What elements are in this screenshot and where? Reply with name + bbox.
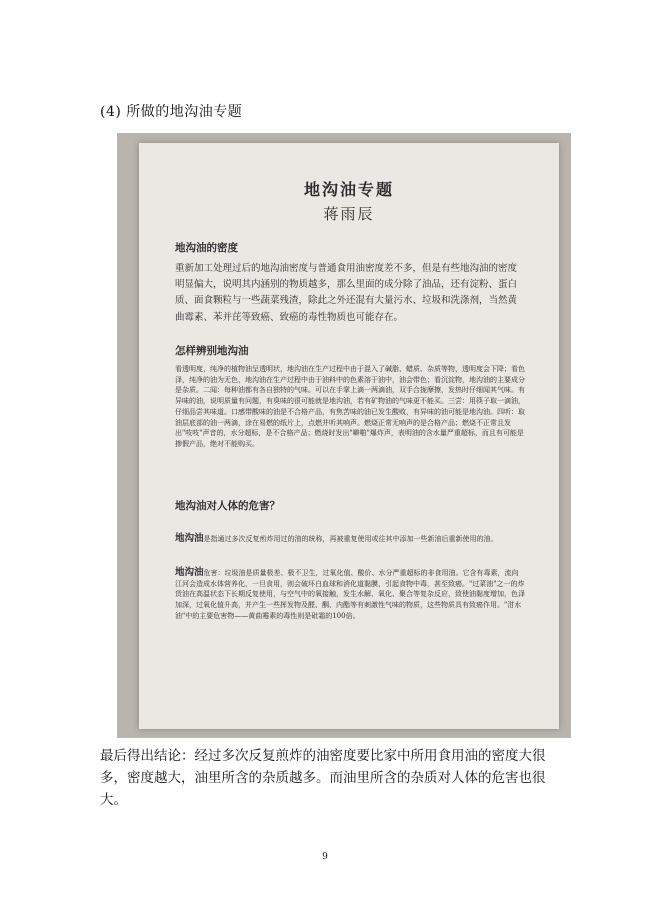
subheading-harm: 地沟油对人体的危害？	[175, 500, 280, 512]
paper-author: 蒋雨辰	[323, 205, 375, 223]
section-heading: (4) 所做的地沟油专题	[100, 104, 243, 120]
subheading-identify: 怎样辨别地沟油	[175, 345, 249, 357]
harm-text: 危害：垃圾油是质量极差、极不卫生，过氧化值、酸价、水分严重超标的非食用油。它含有毒素，流向江河会造成水体营养化，一旦食用，则会破坏白血球和消化道黏膜，引起食物中毒，甚至致癌。"过菜油"之一的炸货油在高温状态下长期反复使用，与空气中的氧接触，发生水解、氧化、聚合等复杂反应，致使油黏度增加，色泽加深，过氧化值升高，并产生一些挥发物及醛、酮、内酯等有刺激性气味的物质，这些物质具有致癌作用。"泔水油"中的主要危害物——黄曲霉素的毒性则是砒霜的100倍。	[175, 569, 525, 620]
definition-lead: 地沟油	[175, 533, 204, 544]
density-paragraph: 重新加工处理过后的地沟油密度与普通食用油密度差不多，但是有些地沟油的密度明显偏大，说明其内涵别的物质越多，那么里面的成分除了油品，还有淀粉、蛋白质、面食颗粒与一些蔬菜残渣，除此之外还混有大量污水、垃圾和洗涤剂，当然黄曲霉素、苯并芘等致癌、致癌的毒性物质也可能存在。	[175, 263, 518, 323]
paper-title: 地沟油专题	[303, 180, 394, 199]
document-photo	[117, 133, 571, 738]
harm-paragraph	[175, 568, 525, 622]
photographed-paper	[139, 143, 559, 729]
definition-paragraph	[175, 533, 525, 545]
conclusion-paragraph: 最后得出结论：经过多次反复煎炸的油密度要比家中所用食用油的密度大很多，密度越大，油里所含的杂质越多。而油里所含的杂质对人体的危害也很大。	[100, 748, 546, 808]
subheading-density: 地沟油的密度	[175, 242, 238, 254]
identify-paragraph: 看透明度，纯净的植物油呈透明状，地沟油在生产过程中由于混入了碱脂、蜡质、杂质等物，透明度会下降；看色泽，纯净的油为无色，地沟油在生产过程中由于油料中的色素溶于油中，油会带色；看沉淀物，地沟油的主要成分是杂质。二闻：每种油都有各自独特的气味。可以在手掌上滴一两滴油，双手合拢摩擦，发热时仔细闻其气味。有异味的油，说明质量有问题，有臭味的很可能就是地沟油，若有矿物油的气味更不能买。三尝：用筷子取一滴油，仔细品尝其味道。口感带酸味的油是不合格产品，有焦苦味的油已发生酸败，有异味的油可能是地沟油。四听：取油层底部的油一两滴，涂在易燃的纸片上，点燃并听其响声。燃烧正常无响声的是合格产品；燃烧不正常且发出"吱吱"声音的，水分超标，是不合格产品；燃烧时发出"噼啪"爆炸声，表明油的含水量严重超标，而且有可能是掺假产品，绝对不能购买。	[175, 365, 525, 448]
page-number: 9	[322, 852, 328, 862]
harm-lead: 地沟油	[175, 567, 204, 578]
definition-text: 是指通过多次反复煎炸用过的油的统称，再被重复使用或往其中添加一些新油后重新使用的油。	[203, 535, 498, 543]
